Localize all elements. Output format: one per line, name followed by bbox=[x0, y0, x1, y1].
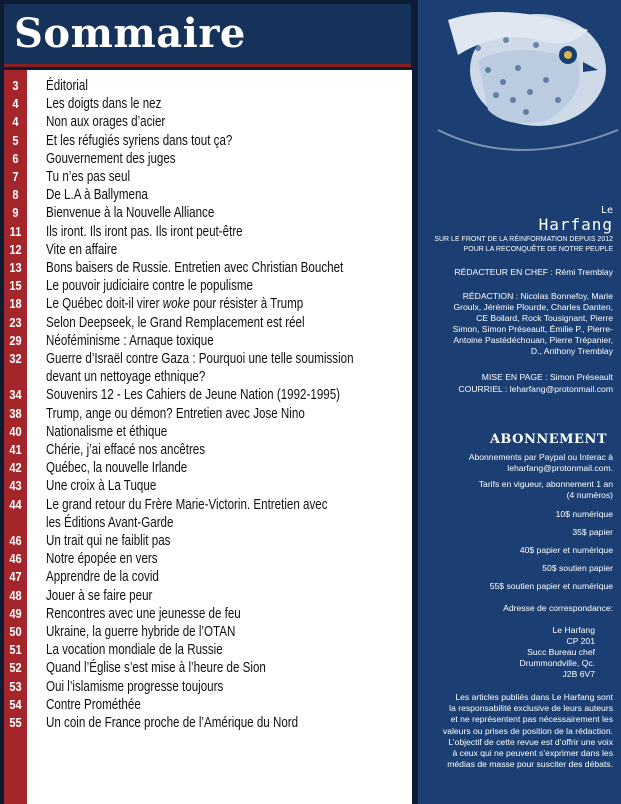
toc-page-number: 34 bbox=[9, 387, 22, 403]
toc-item bbox=[4, 659, 408, 677]
toc-title: Le grand retour du Frère Marie-Victorin. Entretien avec bbox=[46, 496, 328, 513]
disclaimer-line: la responsabilité exclusive de leurs auteurs bbox=[449, 703, 613, 714]
page-title: Sommaire bbox=[14, 10, 246, 57]
toc-page-number: 3 bbox=[12, 78, 19, 93]
toc-title: Ils iront. Ils iront pas. Ils iront peut-être bbox=[46, 223, 243, 240]
toc-title: Guerre d’Israël contre Gaza : Pourquoi une telle soumission bbox=[46, 351, 354, 367]
toc-page-number: 51 bbox=[9, 642, 22, 658]
toc-title-continued: les Éditions Avant-Garde bbox=[46, 514, 174, 531]
toc-page-number: 5 bbox=[12, 132, 19, 148]
toc-title: Les doigts dans le nez bbox=[46, 96, 162, 113]
toc-item bbox=[4, 641, 408, 659]
redaction-line: Simon, Simon Préseault, Émilie P., Pierre- bbox=[452, 324, 613, 334]
toc-title: Selon Deepseek, le Grand Remplacement est réel bbox=[46, 314, 305, 331]
toc-title: Contre Prométhée bbox=[46, 696, 141, 713]
toc-title: Vite en affaire bbox=[46, 241, 118, 258]
toc-page-number: 48 bbox=[9, 587, 22, 603]
toc-item bbox=[4, 168, 408, 186]
toc-page-number: 42 bbox=[9, 460, 22, 476]
header-banner bbox=[4, 4, 411, 67]
toc-page-number: 46 bbox=[9, 533, 22, 548]
disclaimer-line: médias de masse pour susciter des débats. bbox=[447, 759, 613, 770]
price-item: 50$ soutien papier bbox=[542, 563, 613, 573]
toc-title: Apprendre de la covid bbox=[46, 569, 159, 586]
courriel-line bbox=[458, 384, 613, 395]
toc-title-continued: devant un nettoyage ethnique? bbox=[46, 369, 206, 386]
toc-title: Un trait qui ne faiblit pas bbox=[46, 533, 171, 549]
toc-page-number: 13 bbox=[9, 260, 22, 275]
abonnement-title: ABONNEMENT bbox=[489, 432, 607, 447]
toc-title: Trump, ange ou démon? Entretien avec Jose Nino bbox=[46, 405, 305, 422]
toc-item bbox=[4, 714, 408, 732]
toc-page-number: 44 bbox=[9, 496, 22, 512]
toc-page-number: 52 bbox=[9, 660, 22, 676]
toc-page-number: 4 bbox=[12, 96, 19, 112]
toc-item bbox=[4, 623, 408, 641]
redaction-block bbox=[453, 291, 613, 357]
redaction-names: Nicolas Bonnefoy, Marie bbox=[520, 291, 613, 301]
tarifs-line: (4 numéros) bbox=[566, 490, 613, 500]
toc-item bbox=[4, 223, 408, 241]
redaction-label: RÉDACTION : bbox=[462, 291, 519, 301]
toc-title-emphasis: woke bbox=[162, 296, 190, 313]
brand-le: Le bbox=[600, 205, 613, 216]
tarifs-line: Tarifs en vigueur, abonnement 1 an bbox=[478, 479, 613, 489]
toc-item bbox=[4, 77, 408, 95]
courriel-value: leharfang@protonmail.com bbox=[509, 384, 613, 394]
courriel-label: COURRIEL : bbox=[458, 384, 508, 394]
toc-item bbox=[4, 532, 408, 550]
toc-page-number: 4 bbox=[12, 114, 19, 130]
toc-title: Éditorial bbox=[46, 78, 88, 94]
toc-item bbox=[4, 295, 408, 313]
toc-page-number: 41 bbox=[9, 442, 22, 457]
toc-page-number: 46 bbox=[9, 551, 22, 567]
toc-title: Québec, la nouvelle Irlande bbox=[46, 460, 188, 477]
disclaimer-line: Les articles publiés dans Le Harfang sont bbox=[455, 692, 613, 702]
toc-item bbox=[4, 241, 408, 259]
adresse-line: Le Harfang bbox=[552, 625, 595, 635]
toc-item bbox=[4, 405, 408, 423]
redacteur-value: Rémi Tremblay bbox=[555, 267, 613, 277]
toc-page-number: 54 bbox=[9, 696, 22, 712]
toc-title: Non aux orages d’acier bbox=[46, 114, 166, 131]
toc-item bbox=[4, 95, 408, 113]
adresse-title: Adresse de correspondance: bbox=[503, 603, 613, 613]
toc-item bbox=[4, 277, 408, 295]
disclaimer-line: à ceux qui ne peuvent s’exprimer dans les bbox=[452, 748, 613, 759]
toc-page-number: 15 bbox=[9, 278, 22, 294]
masthead-panel bbox=[418, 0, 621, 804]
redaction-line: Groulx, Jérémie Plourde, Charles Danten, bbox=[453, 302, 613, 312]
toc-page-number: 9 bbox=[12, 205, 19, 221]
toc-title: Le pouvoir judiciaire contre le populisme bbox=[46, 278, 253, 295]
toc-item bbox=[4, 605, 408, 623]
toc-page-number: 47 bbox=[9, 569, 22, 585]
abonnement-block bbox=[469, 452, 613, 474]
abonnement-line: Abonnements par Paypal ou Interac à bbox=[468, 452, 613, 462]
toc-item bbox=[4, 550, 408, 568]
toc-title: Rencontres avec une jeunesse de feu bbox=[46, 605, 241, 622]
toc-title: De L.A à Ballymena bbox=[46, 187, 148, 204]
toc-title: Ukraine, la guerre hybride de l’OTAN bbox=[46, 624, 236, 640]
adresse-block bbox=[520, 625, 595, 680]
toc-item bbox=[4, 477, 408, 495]
toc-title: Néoféminisme : Arnaque toxique bbox=[46, 332, 214, 349]
tagline-1: SUR LE FRONT DE LA RÉINFORMATION DEPUIS 2012 bbox=[434, 236, 613, 243]
toc-title: Jouer à se faire peur bbox=[46, 587, 153, 604]
price-item: 40$ papier et numérique bbox=[519, 545, 613, 555]
brand-name: Harfang bbox=[538, 215, 613, 234]
toc-item bbox=[4, 186, 408, 204]
toc-item bbox=[4, 441, 408, 459]
redacteur-label: RÉDACTEUR EN CHEF : bbox=[454, 267, 553, 277]
toc-title: Chérie, j’ai effacé nos ancêtres bbox=[46, 442, 206, 458]
disclaimer-line: et ne représentent pas nécessairement les bbox=[450, 714, 613, 725]
toc-page-number: 32 bbox=[9, 351, 22, 366]
toc-page-number: 29 bbox=[9, 332, 22, 348]
owl-illustration bbox=[418, 0, 621, 200]
toc-item bbox=[4, 678, 408, 696]
tarifs-block bbox=[479, 479, 613, 501]
toc-item bbox=[4, 696, 408, 714]
toc-page-number: 6 bbox=[12, 150, 19, 166]
toc-page-number: 23 bbox=[9, 314, 22, 330]
toc-title-part: pour résister à Trump bbox=[189, 296, 304, 313]
toc-title: Tu n’es pas seul bbox=[46, 169, 131, 185]
toc-item bbox=[4, 132, 408, 150]
disclaimer-line: valeurs ou prises de position de la rédaction. bbox=[442, 725, 613, 736]
toc-page-number: 18 bbox=[9, 296, 22, 312]
toc-item bbox=[4, 587, 408, 605]
price-item: 55$ soutien papier et numérique bbox=[489, 581, 613, 591]
toc-item bbox=[4, 386, 408, 404]
toc-item bbox=[4, 568, 408, 586]
adresse-line: CP 201 bbox=[566, 636, 595, 646]
mise-value: Simon Préseault bbox=[549, 372, 613, 382]
redaction-line: D., Anthony Tremblay bbox=[530, 346, 613, 356]
redaction-line: Antoine Pastédéchouan, Pierre Trépanier, bbox=[453, 335, 613, 345]
toc-item bbox=[4, 423, 408, 441]
toc-item bbox=[4, 459, 408, 477]
toc-title: Souvenirs 12 - Les Cahiers de Jeune Nation (1992-1995) bbox=[46, 387, 341, 404]
toc-title: Et les réfugiés syriens dans tout ça? bbox=[46, 132, 233, 149]
toc-title: Quand l’Église s’est mise à l’heure de Sion bbox=[46, 660, 266, 677]
toc-item bbox=[4, 113, 408, 131]
toc-page-number: 55 bbox=[9, 715, 22, 730]
redaction-line bbox=[453, 291, 613, 302]
disclaimer-block bbox=[443, 692, 613, 770]
toc-title-part: Le Québec doit-il virer bbox=[46, 296, 163, 313]
toc-title: Nationalisme et éthique bbox=[46, 423, 168, 440]
toc-page-number: 50 bbox=[9, 624, 22, 639]
toc-page-number: 7 bbox=[12, 169, 19, 184]
mise-label: MISE EN PAGE : bbox=[481, 372, 548, 382]
toc-page-number: 8 bbox=[12, 187, 19, 203]
toc-title: Oui l’islamisme progresse toujours bbox=[46, 678, 224, 695]
toc-page-number: 11 bbox=[9, 223, 22, 239]
toc-title: Un coin de France proche de l’Amérique du Nord bbox=[46, 715, 299, 731]
toc-page-number: 12 bbox=[9, 241, 22, 257]
adresse-line: Drummondville, Qc. bbox=[519, 658, 595, 668]
price-item: 10$ numérique bbox=[555, 509, 613, 519]
toc-item bbox=[4, 332, 408, 350]
toc-title bbox=[46, 295, 334, 313]
disclaimer-line: L’objectif de cette revue est d’offrir une voix bbox=[448, 736, 613, 747]
toc-item bbox=[4, 350, 408, 386]
toc-item bbox=[4, 259, 408, 277]
toc-item bbox=[4, 150, 408, 168]
tagline-2: POUR LA RECONQUÊTE DE NOTRE PEUPLE bbox=[463, 246, 613, 253]
redaction-line: CE Boilard, Rock Tousignant, Pierre bbox=[476, 313, 613, 323]
price-item: 35$ papier bbox=[572, 527, 613, 537]
toc-item bbox=[4, 204, 408, 222]
toc-title: Bienvenue à la Nouvelle Alliance bbox=[46, 205, 215, 222]
toc-title: La vocation mondiale de la Russie bbox=[46, 642, 223, 659]
toc-title: Gouvernement des juges bbox=[46, 150, 176, 167]
mise-en-page-line bbox=[482, 372, 613, 383]
toc-page-number: 43 bbox=[9, 478, 22, 494]
toc-page-number: 53 bbox=[9, 678, 22, 694]
toc-title: Notre épopée en vers bbox=[46, 551, 158, 568]
toc-page-number: 40 bbox=[9, 423, 22, 439]
toc-item bbox=[4, 314, 408, 332]
toc-item bbox=[4, 496, 408, 531]
adresse-line: J2B 6V7 bbox=[562, 669, 595, 679]
adresse-line: Succ Bureau chef bbox=[527, 647, 595, 657]
toc-title: Une croix à La Tuque bbox=[46, 478, 157, 495]
redacteur-line bbox=[454, 267, 613, 278]
abonnement-line: leharfang@protonmail.com. bbox=[507, 463, 613, 473]
toc-title: Bons baisers de Russie. Entretien avec Christian Bouchet bbox=[46, 260, 344, 276]
toc-page-number: 38 bbox=[9, 405, 22, 421]
toc-page-number: 49 bbox=[9, 605, 22, 621]
